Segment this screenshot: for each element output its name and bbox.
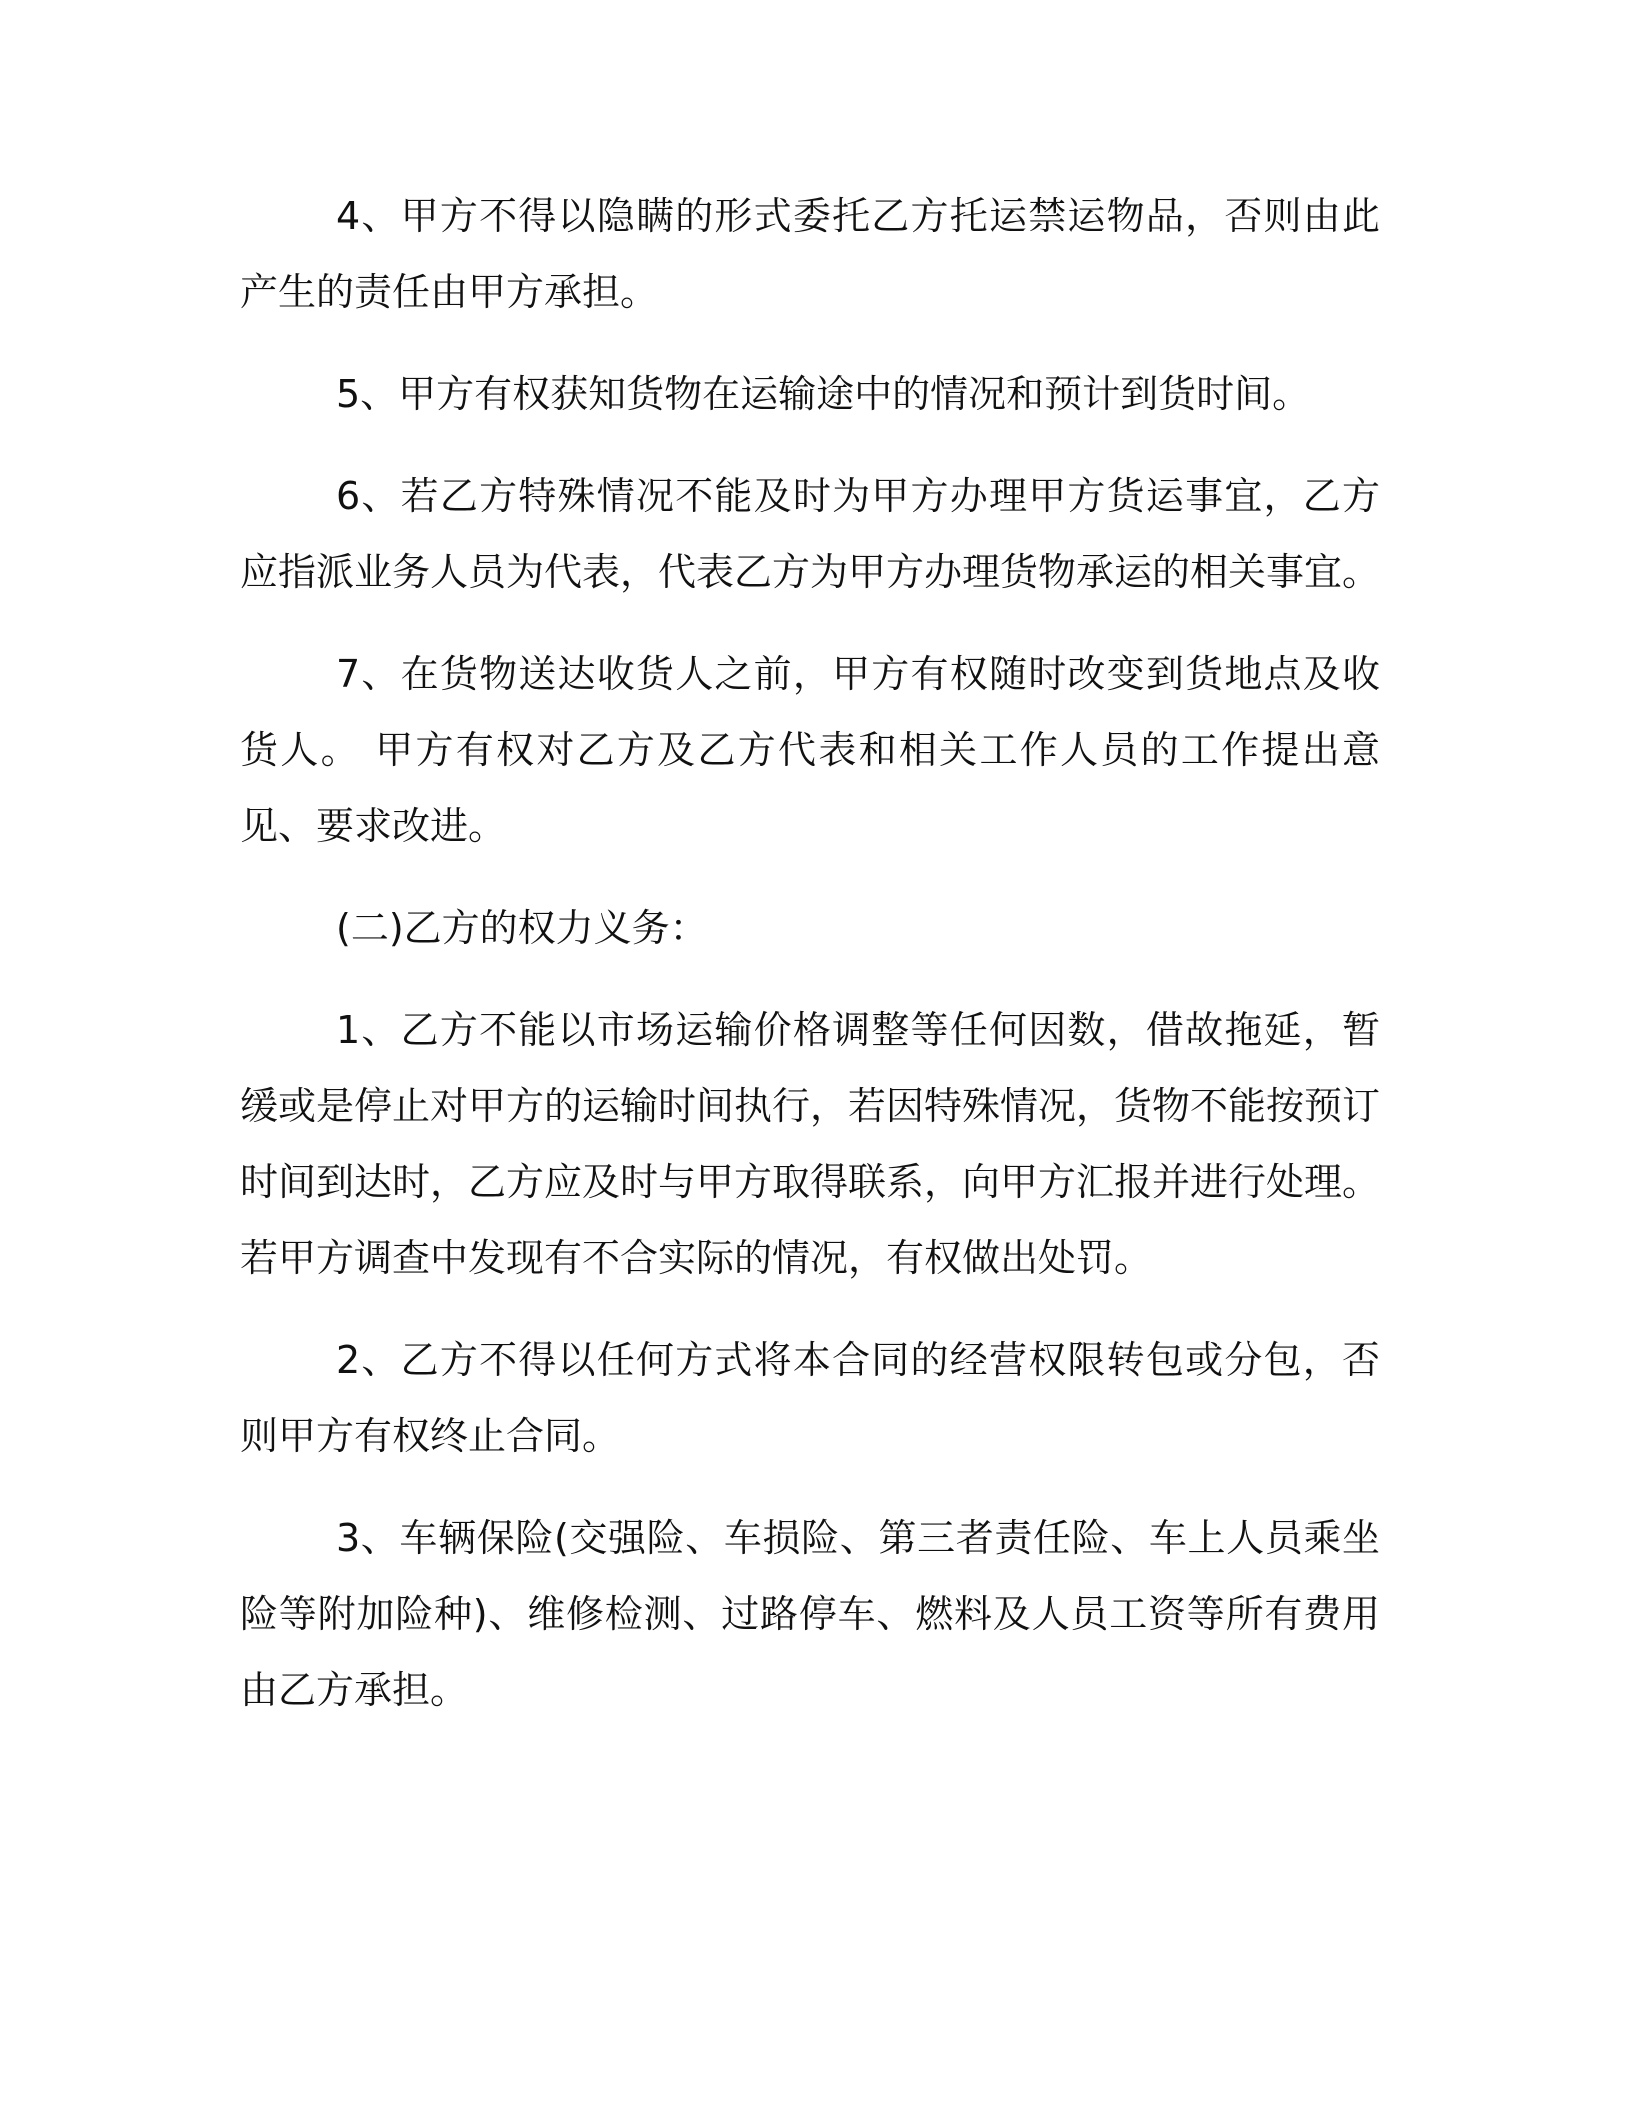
clause-party-b-3: 3、车辆保险(交强险、车损险、第三者责任险、车上人员乘坐险等附加险种)、维修检测、过路停车、燃料及人员工资等所有费用由乙方承担。 [240,1516,1380,1712]
clause-party-a-6: 6、若乙方特殊情况不能及时为甲方办理甲方货运事宜，乙方应指派业务人员为代表，代表乙方为甲方办理货物承运的相关事宜。 [240,474,1381,594]
clause-party-b-1: 1、乙方不能以市场运输价格调整等任何因数，借故拖延，暂缓或是停止对甲方的运输时间执行，若因特殊情况，货物不能按预订时间到达时，乙方应及时与甲方取得联系，向甲方汇报并进行处理。若甲方调查中发现有不合实际的情况，有权做出处罚。 [240,1008,1381,1280]
clause-party-b-2: 2、乙方不得以任何方式将本合同的经营权限转包或分包，否则甲方有权终止合同。 [240,1338,1380,1458]
clause-party-a-4: 4、甲方不得以隐瞒的形式委托乙方托运禁运物品，否则由此产生的责任由甲方承担。 [240,194,1380,314]
clause-party-a-7: 7、在货物送达收货人之前，甲方有权随时改变到货地点及收货人。 甲方有权对乙方及乙方代表和相关工作人员的工作提出意见、要求改进。 [240,652,1380,848]
section-heading-party-b: (二)乙方的权力义务： [336,906,708,950]
document-body [240,178,1380,1754]
clause-party-a-5: 5、甲方有权获知货物在运输途中的情况和预计到货时间。 [336,372,1311,416]
